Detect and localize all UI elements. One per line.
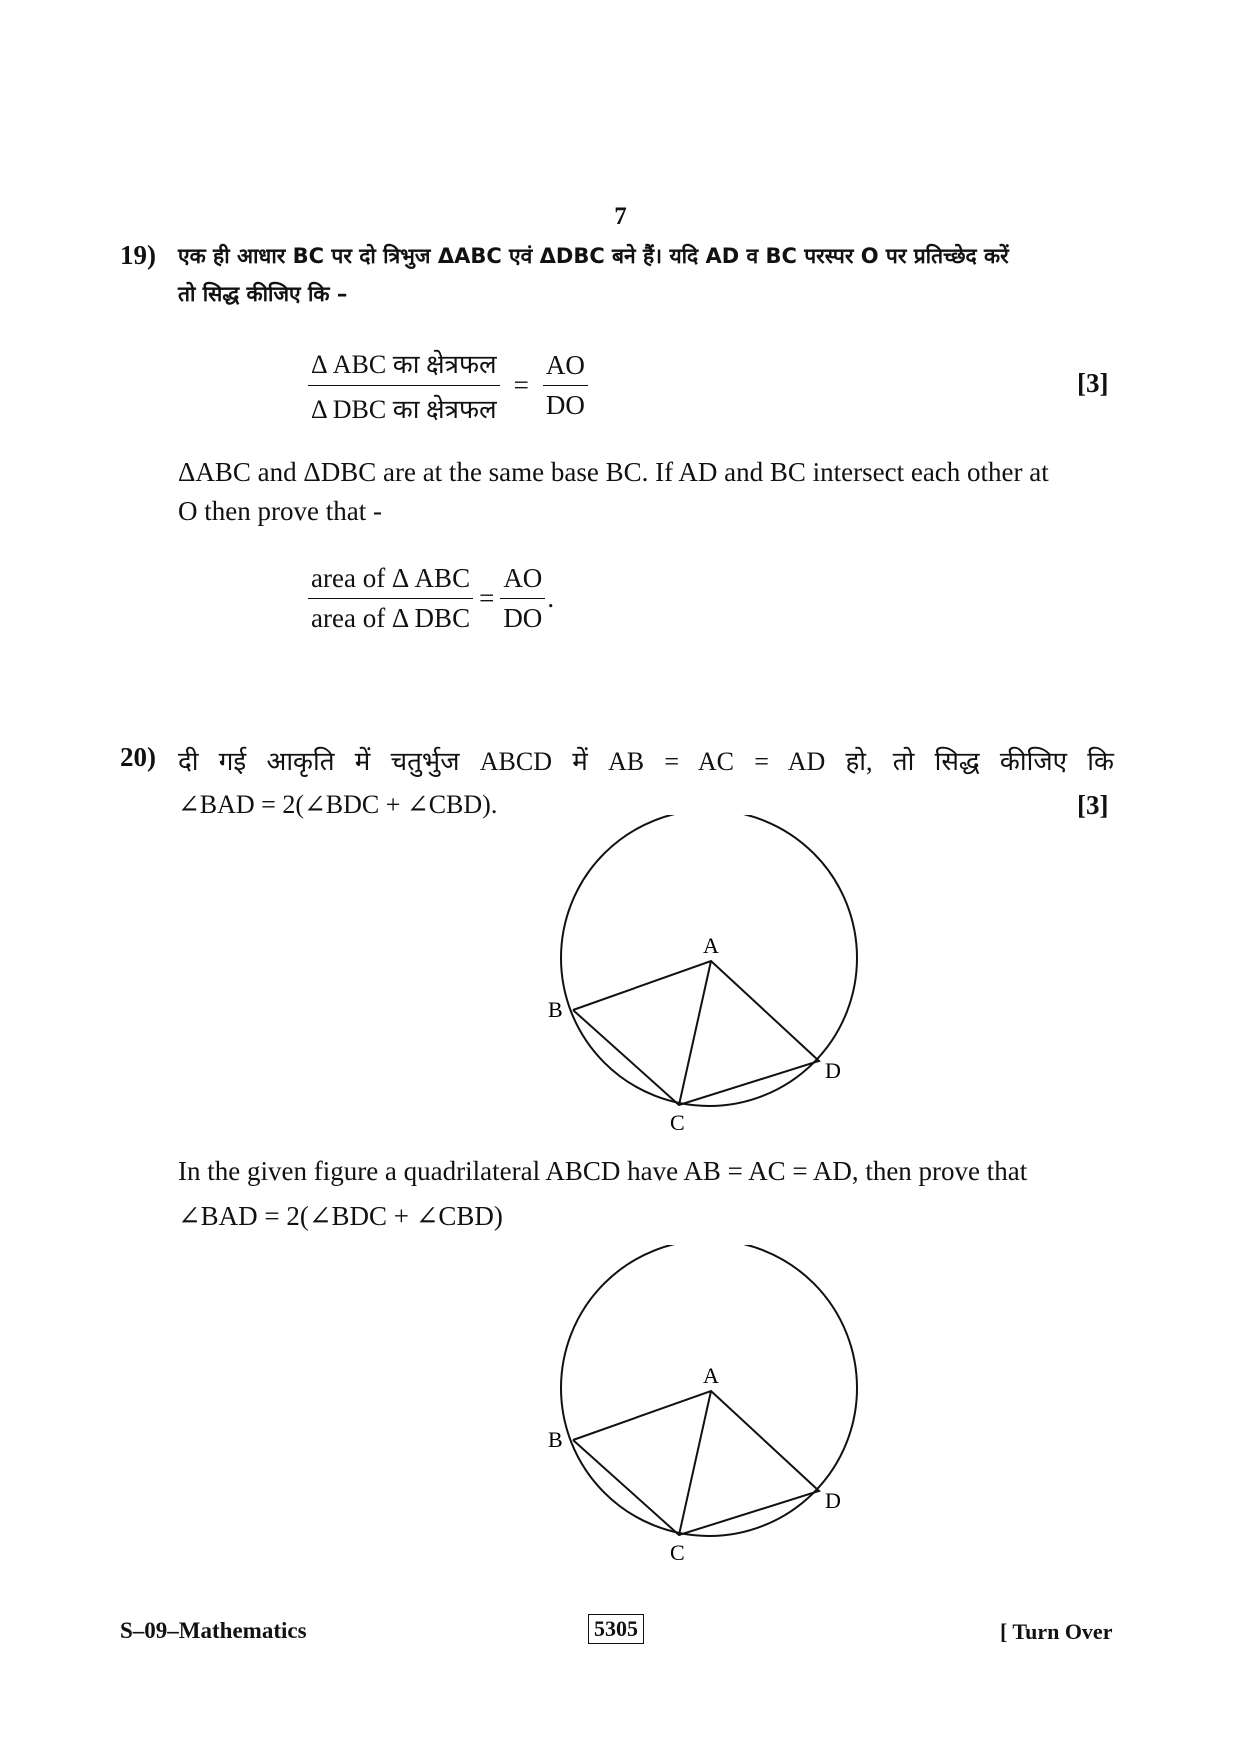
diagonal-ac [679,961,711,1105]
question-19-hindi-line2: तो सिद्ध कीजिए कि – [178,282,348,306]
english-fraction-denominator: area of Δ DBC [311,603,471,633]
question-20-english-line2: ∠BAD = 2(∠BDC + ∠CBD) [178,1201,503,1231]
quadrilateral-circle-figure-2 [540,1245,870,1575]
question-19-marks: [3] [1077,368,1109,398]
equals-sign: = [479,583,495,613]
label-a: A [703,1363,719,1388]
hindi-fraction-numerator: Δ ABC का क्षेत्रफल [308,345,500,386]
question-19-hindi-line1: एक ही आधार BC पर दो त्रिभुज ΔABC एवं ΔDBC बने हैं। यदि AD व BC परस्पर O पर प्रतिच्छेद करें [178,244,1009,268]
label-b: B [548,1427,563,1452]
rhs-denominator: DO [545,390,585,420]
question-19-english-line1: ΔABC and ΔDBC are at the same base BC. If AD and BC intersect each other at [178,457,1049,487]
hindi-fraction-denominator: Δ DBC का क्षेत्रफल [311,395,497,424]
question-19-hindi-equation [308,345,588,426]
english-rhs-numerator: AO [500,563,545,599]
rhs-numerator: AO [543,350,588,386]
period: . [547,583,555,613]
label-d: D [825,1058,841,1083]
diagonal-ac [679,1391,711,1535]
footer-turn-over: [ Turn Over [1000,1619,1113,1644]
label-c: C [670,1110,685,1135]
footer-subject: S–09–Mathematics [120,1618,307,1643]
equals-sign: = [513,370,529,400]
label-c: C [670,1540,685,1565]
footer-paper-code: 5305 [588,1614,644,1644]
question-20-hindi-line1: दी गई आकृति में चतुर्भुज ABCD में AB = AC = AD हो, तो सिद्ध कीजिए कि [178,747,1114,776]
question-20-english-line1: In the given figure a quadrilateral ABCD have AB = AC = AD, then prove that [178,1156,1028,1186]
english-rhs-denominator: DO [503,603,543,633]
quadrilateral-circle-figure-1 [540,815,870,1145]
label-b: B [548,997,563,1022]
page-number: 7 [614,203,627,230]
question-20-number: 20) [120,742,156,772]
question-20-marks: [3] [1077,790,1109,820]
label-a: A [703,933,719,958]
question-19-english-equation [308,563,554,634]
question-20-hindi-line2: ∠BAD = 2(∠BDC + ∠CBD). [178,790,498,819]
question-19-english-line2: O then prove that - [178,496,382,526]
label-d: D [825,1488,841,1513]
question-19-number: 19) [120,240,156,270]
english-fraction-numerator: area of Δ ABC [308,563,473,599]
